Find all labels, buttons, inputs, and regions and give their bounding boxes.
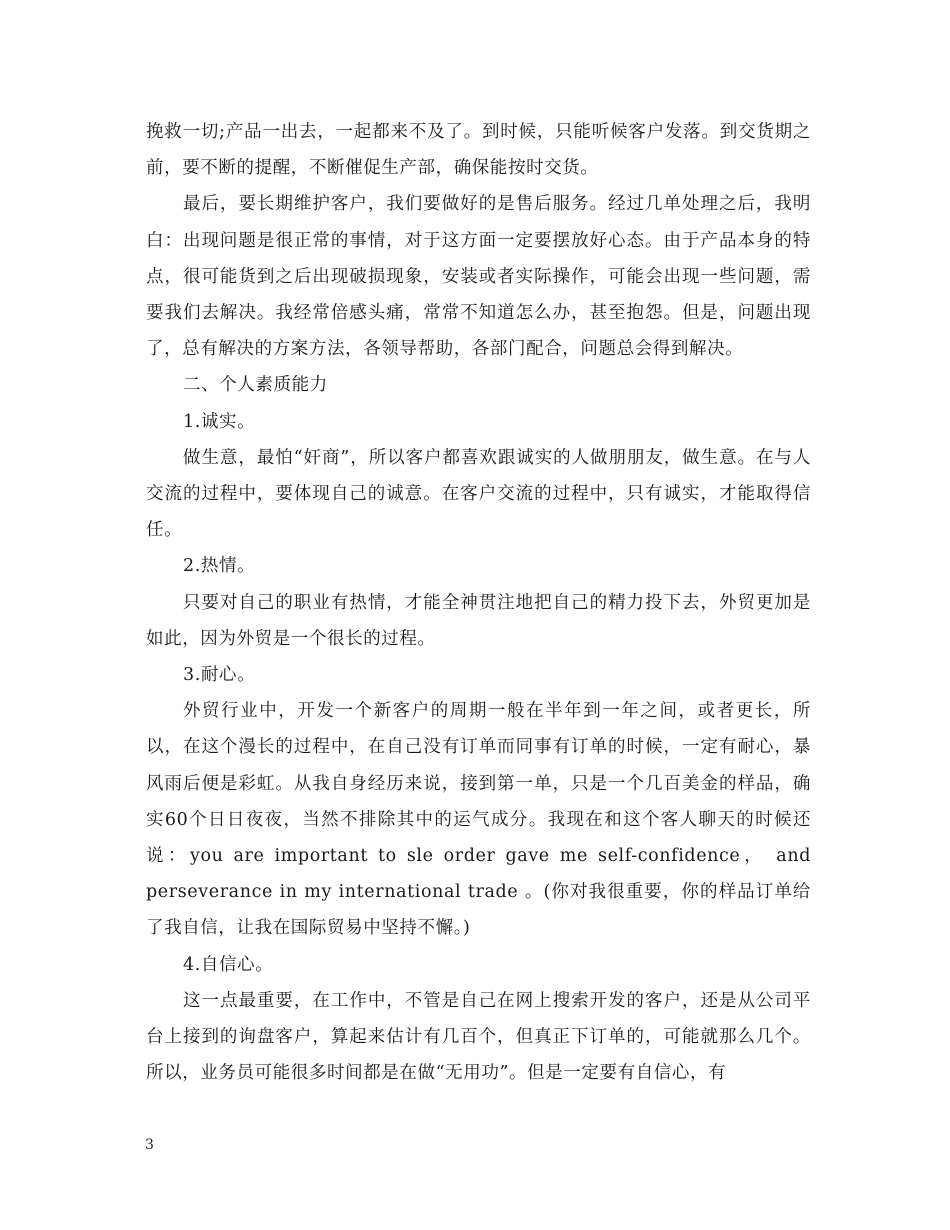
subheading-enthusiasm: 2.热情。	[183, 556, 256, 577]
document-body	[146, 114, 811, 1091]
paragraph-enthusiasm: 只要对自己的职业有热情，才能全神贯注地把自己的精力投下去，外贸更加是如此，因为外贸是一个很长的过程。	[146, 592, 811, 649]
subheading-confidence: 4.自信心。	[183, 954, 274, 975]
paragraph-after-sales: 最后，要长期维护客户，我们要做好的是售后服务。经过几单处理之后，我明白：出现问题是很正常的事情，对于这方面一定要摆放好心态。由于产品本身的特点，很可能货到之后出现破损现象，安装或者实际操作，可能会出现一些问题，需要我们去解决。我经常倍感头痛，常常不知道怎么办，甚至抱怨。但是，问题出现了，总有解决的方案方法，各领导帮助，各部门配合，问题总会得到解决。	[146, 194, 811, 360]
subheading-honesty: 1.诚实。	[183, 411, 256, 432]
section-heading-personal-quality: 二、个人素质能力	[183, 375, 328, 396]
paragraph-continuation: 挽救一切;产品一出去，一起都来不及了。到时候，只能听候客户发落。到交货期之前，要不断的提醒，不断催促生产部，确保能按时交货。	[146, 122, 811, 179]
paragraph-honesty: 做生意，最怕“奸商”，所以客户都喜欢跟诚实的人做朋朋友，做生意。在与人交流的过程中，要体现自己的诚意。在客户交流的过程中，只有诚实，才能取得信任。	[146, 447, 811, 541]
subheading-patience: 3.耐心。	[183, 665, 256, 686]
paragraph-patience: 外贸行业中，开发一个新客户的周期一般在半年到一年之间，或者更长，所以，在这个漫长的过程中，在自己没有订单而同事有订单的时候，一定有耐心，暴风雨后便是彩虹。从我自身经历来说，接到第一单，只是一个几百美金的样品，确实60个日日夜夜，当然不排除其中的运气成分。我现在和这个客人聊天的时候还说：you are important to sle order gave me self-confidence， and perseverance in my international trade 。(你对我很重要，你的样品订单给了我自信，让我在国际贸易中坚持不懈。)	[146, 701, 811, 939]
page-number: 3	[145, 1137, 154, 1153]
paragraph-confidence: 这一点最重要，在工作中，不管是自己在网上搜索开发的客户，还是从公司平台上接到的询盘客户，算起来估计有几百个，但真正下订单的，可能就那么几个。所以，业务员可能很多时间都是在做“无用功”。但是一定要有自信心，有	[146, 990, 811, 1084]
